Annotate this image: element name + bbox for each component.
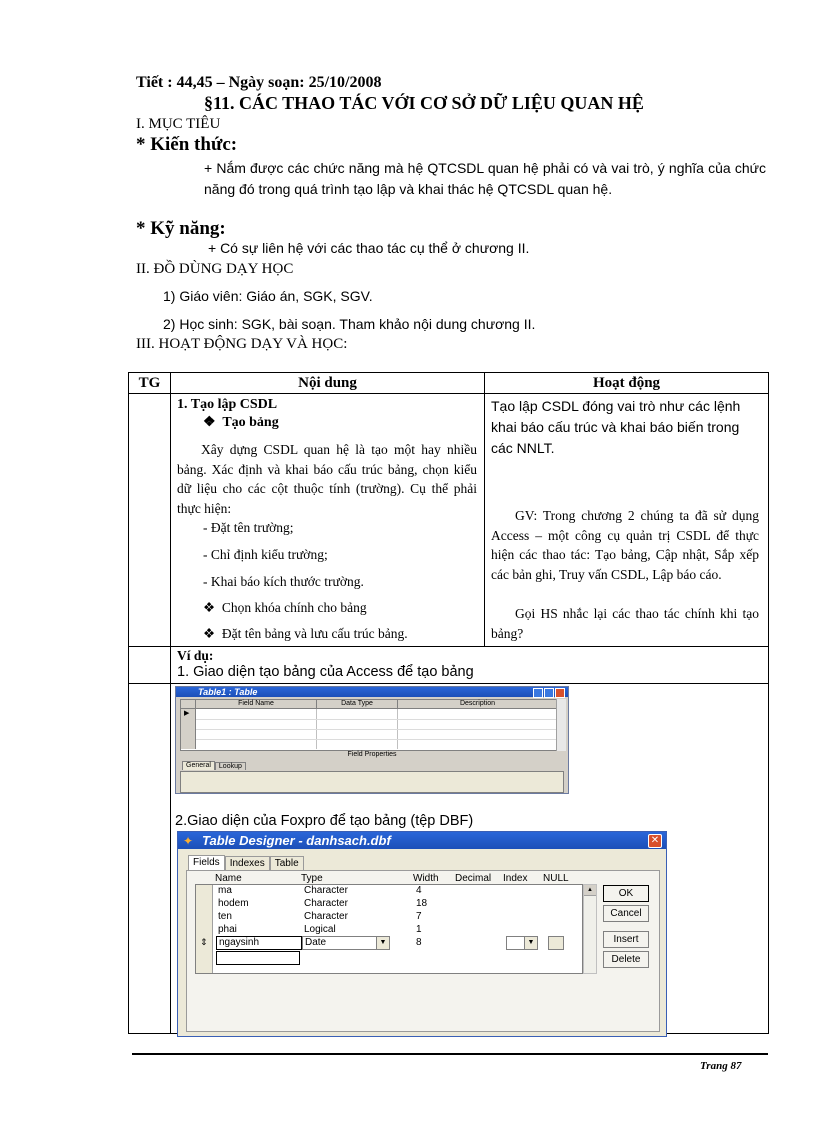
materials-teacher: 1) Giáo viên: Giáo án, SGK, SGV. bbox=[163, 288, 373, 304]
row-width: 1 bbox=[416, 924, 422, 935]
tab-fields[interactable]: Fields bbox=[188, 855, 225, 870]
access-window-title: Table1 : Table bbox=[198, 687, 258, 697]
knowledge-text: + Nắm được các chức năng mà hệ QTCSDL quan hệ phải có và vai trò, ý nghĩa của chức năng đó trong quá trình tạo lập và khai thác hệ QTCSDL quan hệ. bbox=[204, 160, 766, 197]
content-cell bbox=[171, 394, 485, 647]
diamond-bullet-icon: ❖ bbox=[203, 415, 216, 430]
skills-text: + Có sự liên hệ với các thao tác cụ thể ở chương II. bbox=[208, 240, 530, 256]
tg-cell bbox=[129, 684, 171, 1034]
header-content: Nội dung bbox=[171, 373, 485, 394]
step-field-size: - Khai báo kích thước trường. bbox=[203, 574, 364, 589]
skills-heading: * Kỹ năng: bbox=[136, 218, 226, 239]
bullet-save-label: Đặt tên bảng và lưu cấu trúc bảng. bbox=[221, 626, 408, 641]
page-number: Trang 87 bbox=[700, 1060, 742, 1072]
knowledge-heading: * Kiến thức: bbox=[136, 134, 238, 155]
fox-col-decimal: Decimal bbox=[455, 873, 492, 884]
example-label: Ví dụ: bbox=[177, 648, 214, 663]
activity-p3: Gọi HS nhắc lại các thao tác chính khi tạo bảng? bbox=[491, 606, 759, 641]
tg-cell bbox=[129, 394, 171, 647]
access-col-data-type: Data Type bbox=[317, 700, 398, 708]
chevron-down-icon[interactable]: ▼ bbox=[376, 937, 389, 949]
type-select-value: Date bbox=[305, 937, 327, 948]
table-row[interactable] bbox=[196, 898, 582, 911]
row-width: 4 bbox=[416, 885, 422, 896]
access-col-field-name: Field Name bbox=[196, 700, 317, 708]
insert-button[interactable]: Insert bbox=[603, 931, 649, 948]
row-name: ma bbox=[218, 885, 232, 896]
lesson-line: Tiết : 44,45 – Ngày soạn: 25/10/2008 bbox=[136, 74, 382, 91]
row-selector-icon: ▶ bbox=[184, 710, 190, 717]
close-icon[interactable]: ✕ bbox=[648, 834, 662, 848]
fox-col-type: Type bbox=[301, 873, 323, 884]
row-type: Character bbox=[304, 898, 348, 909]
fox-col-width: Width bbox=[413, 873, 439, 884]
row-type: Logical bbox=[304, 924, 336, 935]
foxpro-caption: 2.Giao diện của Foxpro để tạo bảng (tệp DBF) bbox=[175, 813, 474, 829]
empty-name-input[interactable] bbox=[216, 951, 300, 965]
bullet-primary-key bbox=[203, 600, 367, 616]
tab-indexes[interactable]: Indexes bbox=[225, 856, 270, 870]
bullet-create-label: Tạo bảng bbox=[222, 415, 279, 430]
foxpro-window-title: Table Designer - danhsach.dbf bbox=[202, 833, 391, 848]
type-select[interactable] bbox=[302, 936, 390, 950]
footer-rule bbox=[132, 1053, 768, 1055]
row-width: 8 bbox=[416, 937, 422, 948]
step-field-name: - Đặt tên trường; bbox=[203, 520, 294, 535]
foxpro-table-designer-window bbox=[177, 831, 667, 1037]
index-select[interactable] bbox=[506, 936, 538, 950]
materials-student: 2) Học sinh: SGK, bài soạn. Tham khảo nội dung chương II. bbox=[163, 316, 536, 332]
row-type: Character bbox=[304, 885, 348, 896]
access-field-properties: Field Properties bbox=[347, 751, 397, 758]
name-input[interactable]: ngaysinh bbox=[216, 936, 302, 950]
table-row[interactable] bbox=[196, 911, 582, 924]
fox-col-null: NULL bbox=[543, 873, 569, 884]
tg-cell bbox=[129, 647, 171, 684]
materials-heading: II. ĐỒ DÙNG DẠY HỌC bbox=[136, 261, 294, 277]
diamond-bullet-icon: ❖ bbox=[203, 626, 216, 641]
step-field-type: - Chỉ định kiểu trường; bbox=[203, 547, 328, 562]
row-name: ten bbox=[218, 911, 232, 922]
access-caption: 1. Giao diện tạo bảng của Access để tạo bảng bbox=[177, 664, 474, 680]
row-name: phai bbox=[218, 924, 237, 935]
fox-col-index: Index bbox=[503, 873, 528, 884]
scroll-up-icon[interactable]: ▲ bbox=[584, 885, 596, 896]
objectives-heading: I. MỤC TIÊU bbox=[136, 116, 221, 132]
cancel-button[interactable]: Cancel bbox=[603, 905, 649, 922]
ok-button[interactable]: OK bbox=[603, 885, 649, 902]
access-col-description: Description bbox=[459, 700, 495, 707]
activity-cell bbox=[485, 394, 769, 647]
delete-button[interactable]: Delete bbox=[603, 951, 649, 968]
activity-p2: GV: Trong chương 2 chúng ta đã sử dụng Access – một công cụ quản trị CSDL để thực hiện các thao tác: Tạo bảng, Cập nhật, Sắp xếp các bản ghi, Truy vấn CSDL, Lập báo cáo. bbox=[491, 508, 759, 582]
foxpro-logo-icon: ✦ bbox=[183, 834, 194, 848]
tab-table[interactable]: Table bbox=[270, 856, 304, 870]
table-row[interactable] bbox=[196, 885, 582, 898]
activity-p1: Tạo lập CSDL đóng vai trò như các lệnh khai báo cấu trúc và khai báo biến trong các NNLT. bbox=[491, 398, 741, 456]
tab-general[interactable]: General bbox=[182, 761, 215, 770]
bullet-save-table bbox=[203, 626, 408, 642]
row-move-handle-icon[interactable]: ⇕ bbox=[200, 937, 208, 947]
header-tg: TG bbox=[129, 373, 171, 394]
example-cell bbox=[171, 647, 769, 684]
page-title: §11. CÁC THAO TÁC VỚI CƠ SỞ DỮ LIỆU QUAN HỆ bbox=[204, 93, 644, 113]
fields-grid bbox=[195, 884, 583, 974]
row-name: hodem bbox=[218, 898, 249, 909]
access-table-window bbox=[175, 686, 569, 794]
bullet-key-label: Chọn khóa chính cho bảng bbox=[221, 600, 367, 615]
diamond-bullet-icon: ❖ bbox=[203, 600, 216, 615]
table-row-selected[interactable] bbox=[196, 937, 582, 951]
fields-scrollbar[interactable] bbox=[583, 884, 597, 974]
item-create-db: 1. Tạo lập CSDL bbox=[177, 397, 278, 412]
maximize-icon[interactable] bbox=[544, 688, 554, 698]
fox-col-name: Name bbox=[215, 873, 242, 884]
close-icon[interactable] bbox=[555, 688, 565, 698]
row-width: 18 bbox=[416, 898, 428, 909]
activities-heading: III. HOẠT ĐỘNG DẠY VÀ HỌC: bbox=[136, 336, 348, 352]
header-activity: Hoạt động bbox=[485, 373, 769, 394]
minimize-icon[interactable] bbox=[533, 688, 543, 698]
row-type: Character bbox=[304, 911, 348, 922]
access-scrollbar[interactable] bbox=[556, 699, 566, 751]
bullet-create-table bbox=[203, 414, 279, 431]
null-checkbox[interactable] bbox=[548, 936, 564, 950]
tab-lookup[interactable]: Lookup bbox=[215, 762, 246, 770]
row-width: 7 bbox=[416, 911, 422, 922]
create-paragraph: Xây dựng CSDL quan hệ là tạo một hay nhiều bảng. Xác định và khai báo cấu trúc bảng, chọn kiểu dữ liệu cho các cột thuộc tính (trường). Cụ thể phải thực hiện: bbox=[177, 442, 477, 516]
chevron-down-icon[interactable]: ▼ bbox=[524, 937, 537, 949]
